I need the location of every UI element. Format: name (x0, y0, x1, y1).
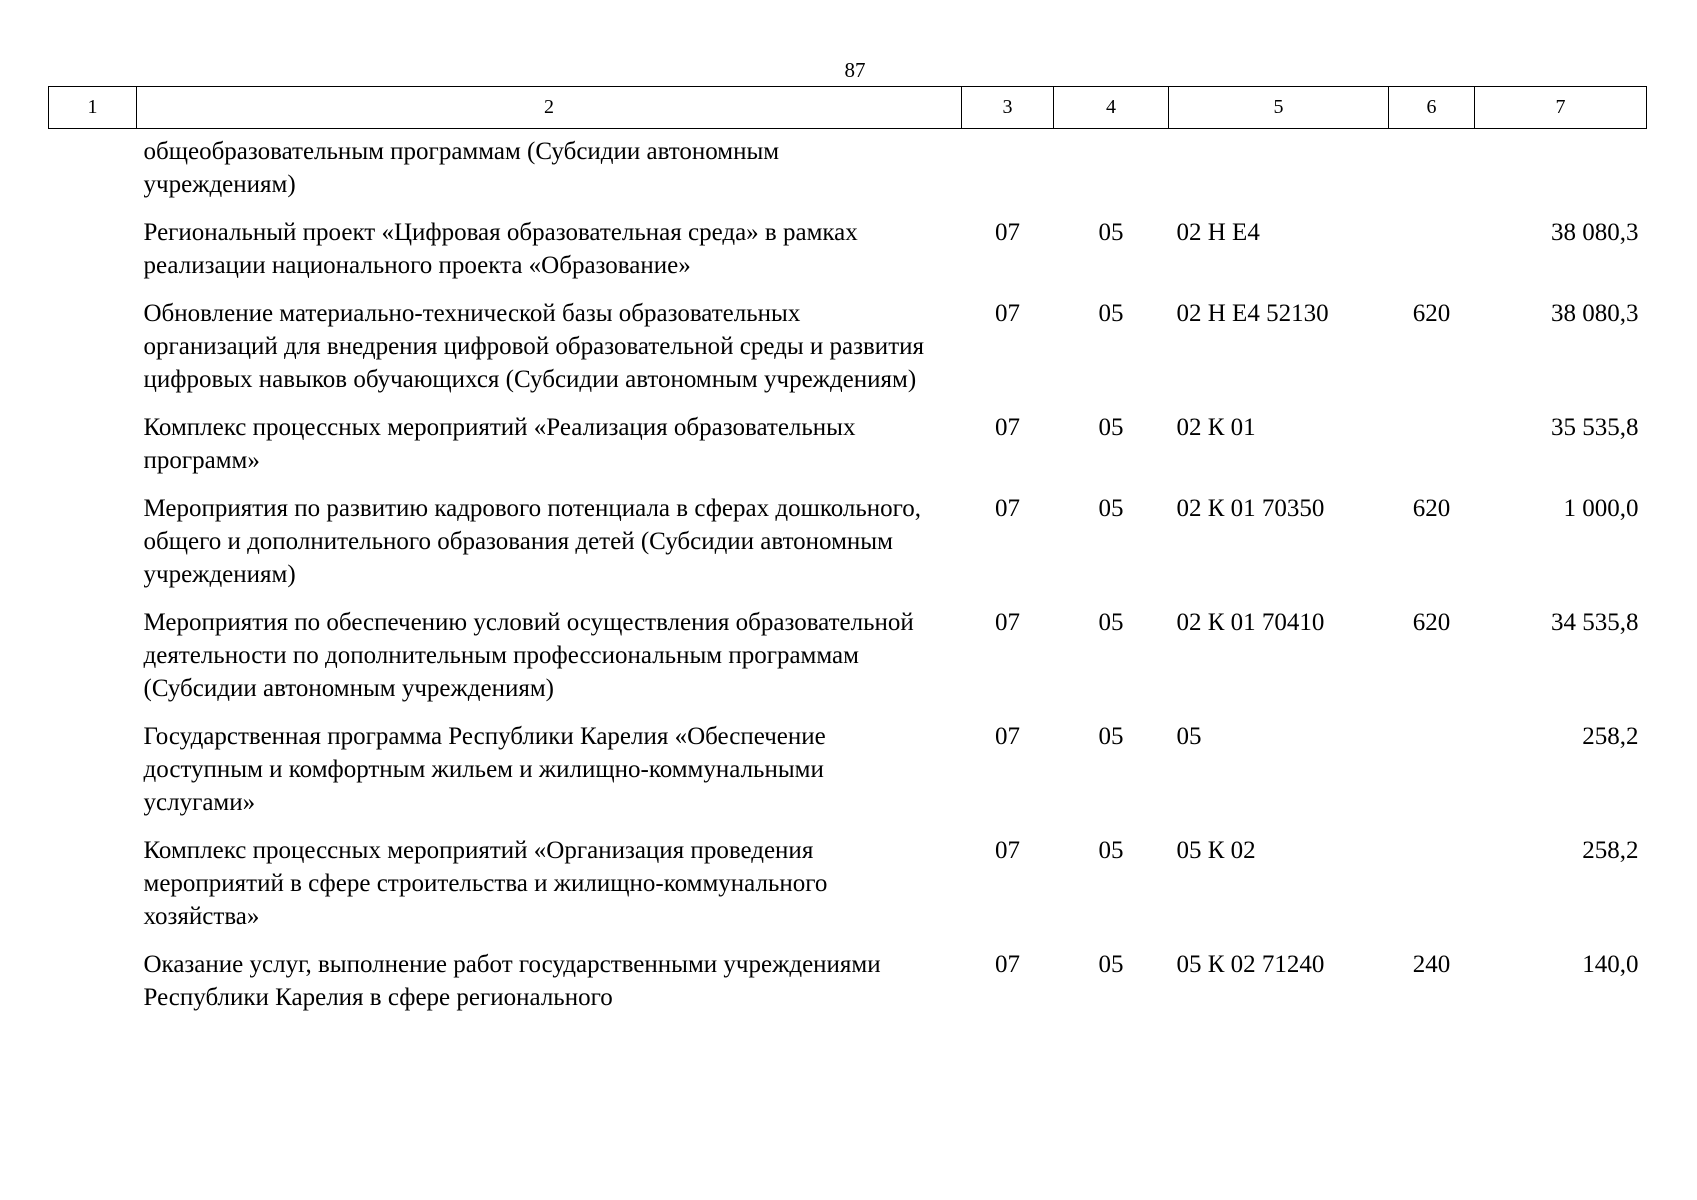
row-subsection: 05 (1098, 300, 1124, 327)
header-col-3: 3 (962, 87, 1054, 129)
row-expense-type: 620 (1412, 609, 1451, 636)
row-amount: 38 080,3 (1551, 300, 1639, 327)
row-expense-type (1389, 129, 1475, 213)
row-name: Мероприятия по обеспечению условий осуществления образовательной деятельности по дополнительным профессиональным программам (Субсидии автономным учреждениям) (143, 609, 914, 702)
row-name: Мероприятия по развитию кадрового потенциала в сферах дошкольного, общего и дополнительного образования детей (Субсидии автономным учреждениям) (143, 495, 922, 588)
row-name: Оказание услуг, выполнение работ государственными учреждениями Республики Карелия в сфере регионального (143, 951, 881, 1011)
row-amount: 258,2 (1582, 837, 1639, 864)
row-target-article: 02 К 01 70350 (1176, 495, 1325, 522)
table-row (49, 212, 1647, 293)
row-target-article: 02 К 01 (1176, 414, 1256, 441)
row-amount: 38 080,3 (1551, 219, 1639, 246)
row-subsection: 05 (1098, 723, 1124, 750)
row-name: Региональный проект «Цифровая образовательная среда» в рамках реализации национального проекта «Образование» (143, 219, 858, 279)
table-row (49, 944, 1647, 1025)
row-expense-type (1389, 716, 1475, 830)
table-row (49, 407, 1647, 488)
row-target-article: 02 Н Е4 52130 (1176, 300, 1329, 327)
row-target-article: 05 К 02 (1176, 837, 1256, 864)
row-section: 07 (995, 495, 1020, 522)
row-section: 07 (995, 951, 1020, 978)
row-section: 07 (995, 723, 1020, 750)
row-expense-type: 620 (1412, 300, 1451, 327)
row-name: Комплекс процессных мероприятий «Реализация образовательных программ» (143, 414, 856, 474)
row-amount: 140,0 (1582, 951, 1639, 978)
table-row (49, 488, 1647, 602)
row-target-article: 05 (1176, 723, 1202, 750)
header-col-5: 5 (1169, 87, 1389, 129)
table-row (49, 602, 1647, 716)
header-col-6: 6 (1389, 87, 1475, 129)
table-row (49, 830, 1647, 944)
row-section: 07 (995, 414, 1020, 441)
row-amount: 1 000,0 (1563, 495, 1639, 522)
row-subsection: 05 (1098, 495, 1124, 522)
header-col-7: 7 (1475, 87, 1647, 129)
row-target-article (1169, 129, 1389, 213)
table-header (49, 87, 1647, 129)
row-name: Государственная программа Республики Карелия «Обеспечение доступным и комфортным жильем и жилищно-коммунальными услугами» (143, 723, 826, 816)
row-name: общеобразовательным программам (Субсидии автономным учреждениям) (143, 138, 780, 198)
row-amount (1475, 129, 1647, 213)
row-section (962, 129, 1054, 213)
row-name: Обновление материально-технической базы образовательных организаций для внедрения цифровой образовательной среды и развития цифровых навыков обучающихся (Субсидии автономным учреждениям) (143, 300, 924, 393)
row-name: Комплекс процессных мероприятий «Организация проведения мероприятий в сфере строительства и жилищно-коммунального хозяйства» (143, 837, 828, 930)
row-section: 07 (995, 837, 1020, 864)
row-expense-type (1389, 830, 1475, 944)
row-amount: 35 535,8 (1551, 414, 1639, 441)
row-expense-type: 620 (1412, 495, 1451, 522)
row-expense-type (1389, 212, 1475, 293)
header-col-2: 2 (137, 87, 962, 129)
row-subsection: 05 (1098, 219, 1124, 246)
row-amount: 34 535,8 (1551, 609, 1639, 636)
row-subsection: 05 (1098, 414, 1124, 441)
budget-table (48, 86, 1647, 1025)
table-row (49, 129, 1647, 213)
page-number: 87 (844, 58, 866, 82)
table-body (49, 129, 1647, 1026)
row-section: 07 (995, 609, 1020, 636)
row-amount: 258,2 (1582, 723, 1639, 750)
row-target-article: 02 Н Е4 (1176, 219, 1260, 246)
row-expense-type: 240 (1412, 951, 1451, 978)
header-col-1: 1 (49, 87, 137, 129)
row-target-article: 02 К 01 70410 (1176, 609, 1325, 636)
row-subsection: 05 (1098, 609, 1124, 636)
row-subsection (1054, 129, 1169, 213)
row-target-article: 05 К 02 71240 (1176, 951, 1325, 978)
header-col-4: 4 (1054, 87, 1169, 129)
header-row (49, 87, 1647, 129)
row-subsection: 05 (1098, 837, 1124, 864)
table-row (49, 716, 1647, 830)
row-section: 07 (995, 219, 1020, 246)
row-subsection: 05 (1098, 951, 1124, 978)
row-expense-type (1389, 407, 1475, 488)
table-row (49, 293, 1647, 407)
row-section: 07 (995, 300, 1020, 327)
